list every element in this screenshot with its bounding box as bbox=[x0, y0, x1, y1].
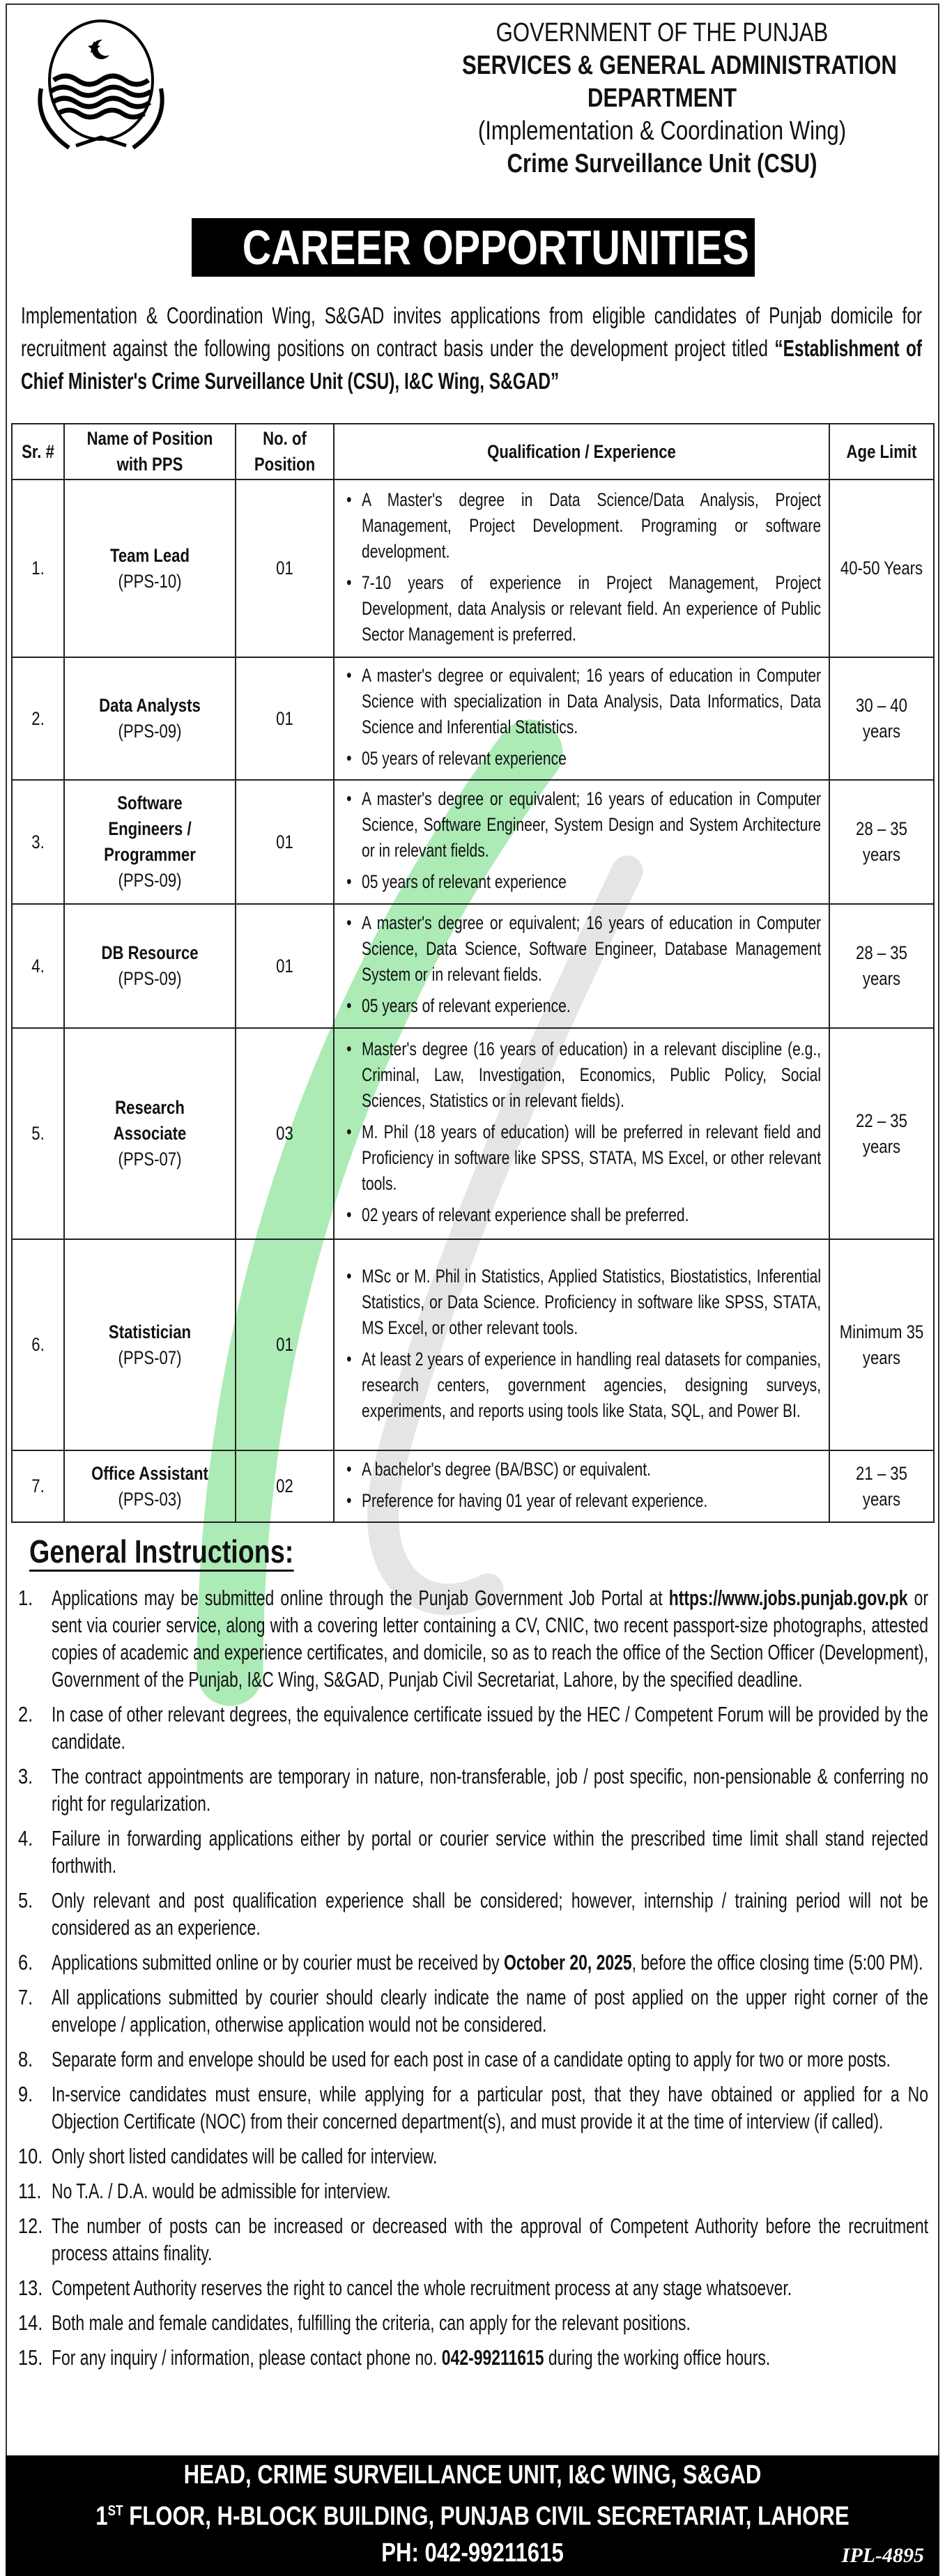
instruction-number: 6. bbox=[18, 1950, 33, 1975]
age-limit-cell: 22 – 35 years bbox=[829, 1028, 934, 1239]
header-department bbox=[418, 82, 906, 115]
qualification-bullet: • 05 years of relevant experience. bbox=[335, 993, 829, 1019]
age-limit-cell: 28 – 35 years bbox=[829, 904, 934, 1028]
instruction-number: 5. bbox=[18, 1888, 33, 1912]
instruction-item bbox=[18, 1825, 928, 1879]
position-pps: (PPS-07) bbox=[118, 1149, 182, 1170]
instruction-text: Only short listed candidates will be called for interview. bbox=[52, 2144, 438, 2168]
header-line-4: (Implementation & Coordination Wing) bbox=[477, 116, 847, 146]
qualification-bullet: • At least 2 years of experience in handling real datasets for companies, research centers, government agencies, designing surveys, experiments, and reports using tools like Stata, SQL, and Power BI. bbox=[335, 1347, 829, 1424]
instruction-item bbox=[18, 2046, 928, 2073]
qualification-bullet: • MSc or M. Phil in Statistics, Applied Statistics, Biostatistics, Inferential Statistics, or Data Science. Proficiency in software like SPSS, STATA, MS Excel, or other relevant tools. bbox=[335, 1264, 829, 1341]
footer-address bbox=[6, 2493, 939, 2535]
qualification-bullet: • A master's degree or equivalent; 16 years of education in Computer Science, Software Engineer, System Design and System Architecture or in relevant fields. bbox=[335, 786, 829, 864]
age-limit-cell: 28 – 35 years bbox=[829, 780, 934, 904]
project-title: “Establishment of Chief Minister's Crime Surveillance Unit (CSU), I&C Wing, S&GAD” bbox=[21, 335, 923, 394]
department-header bbox=[418, 17, 906, 181]
instruction-text: Separate form and envelope should be used for each post in case of a candidate opting to apply for two or more posts. bbox=[52, 2047, 891, 2071]
instruction-number: 7. bbox=[18, 1985, 33, 2009]
punjab-government-logo bbox=[27, 19, 175, 153]
instruction-text-cont: or sent via courier service, along with a covering letter containing a CV, CNIC, two recent passport-size photographs, attested copies of academic and experience certificates, and domicile, so as to reach the office of the Section Officer (Development), Government of the Punjab, I&C Wing, S&GAD, Punjab Civil Secretariat, Lahore, by the specified deadline. bbox=[52, 1586, 929, 1692]
intro-text: Implementation & Coordination Wing, S&GAD invites applications from eligible candidates of Punjab domicile for recruitment against the following positions on contract basis under the development project titled bbox=[21, 302, 922, 361]
instruction-text: Failure in forwarding applications either by portal or courier service within the prescribed time limit shall stand rejected forthwith. bbox=[52, 1826, 928, 1878]
qualification-bullet: • A bachelor's degree (BA/BSC) or equivalent. bbox=[335, 1457, 829, 1482]
instruction-number: 8. bbox=[18, 2047, 33, 2071]
table-row bbox=[12, 780, 934, 904]
instruction-text: Competent Authority reserves the right to cancel the whole recruitment process at any stage whatsoever. bbox=[52, 2276, 792, 2300]
count-cell: 01 bbox=[236, 1239, 334, 1450]
age-limit-cell: 30 – 40 years bbox=[829, 657, 934, 780]
table-row bbox=[12, 1239, 934, 1450]
age-limit-cell: Minimum 35 years bbox=[829, 1239, 934, 1450]
heading-text: General Instructions: bbox=[29, 1533, 293, 1572]
instruction-text-cont: during the working office hours. bbox=[544, 2345, 771, 2370]
instruction-item bbox=[18, 1584, 928, 1693]
qualification-bullet: • 05 years of relevant experience bbox=[335, 746, 829, 772]
position-pps: (PPS-07) bbox=[118, 1347, 182, 1368]
position-cell bbox=[64, 1239, 236, 1450]
instruction-item bbox=[18, 1949, 928, 1976]
floor-suffix: ST bbox=[107, 2503, 123, 2519]
instruction-item bbox=[18, 1887, 928, 1941]
qualification-cell bbox=[334, 480, 829, 657]
qualification-cell bbox=[334, 904, 829, 1028]
position-cell bbox=[64, 1028, 236, 1239]
instruction-text-cont: , before the office closing time (5:00 PM). bbox=[631, 1950, 923, 1975]
position-pps: (PPS-03) bbox=[118, 1488, 182, 1510]
count-cell: 01 bbox=[236, 904, 334, 1028]
count-cell: 02 bbox=[236, 1450, 334, 1522]
table-row bbox=[12, 904, 934, 1028]
footer-line-3: PH: 042-99211615 bbox=[381, 2538, 564, 2568]
header-sr: Sr. # bbox=[12, 424, 64, 480]
instruction-number: 12. bbox=[18, 2214, 43, 2238]
position-cell bbox=[64, 1450, 236, 1522]
position-name: Team Lead bbox=[109, 544, 190, 566]
instruction-text: Applications submitted online or by courier must be received by bbox=[52, 1950, 505, 1975]
serial-cell: 3. bbox=[12, 780, 64, 904]
instruction-item bbox=[18, 2212, 928, 2267]
qualification-bullet: • A Master's degree in Data Science/Data Analysis, Project Management, Project Development. Programing or software development. bbox=[335, 487, 829, 565]
footer-line-1: HEAD, CRIME SURVEILLANCE UNIT, I&C WING, S&GAD bbox=[183, 2460, 762, 2490]
footer-office bbox=[6, 2455, 939, 2493]
instruction-item bbox=[18, 2309, 928, 2336]
instruction-text: All applications submitted by courier should clearly indicate the name of post applied on the upper right corner of the envelope / application, otherwise application would not be considered. bbox=[52, 1985, 928, 2037]
qualification-bullet: • 7-10 years of experience in Project Management, Project Development, data Analysis or relevant field. An experience of Public Sector Management is preferred. bbox=[335, 570, 829, 647]
serial-cell: 5. bbox=[12, 1028, 64, 1239]
instruction-number: 4. bbox=[18, 1826, 33, 1850]
qualification-bullet: • M. Phil (18 years of education) will be preferred in relevant field and Proficiency in software like SPSS, STATA, MS Excel, or other relevant tools. bbox=[335, 1119, 829, 1197]
header-line-5: Crime Surveillance Unit (CSU) bbox=[507, 149, 817, 178]
instruction-number: 15. bbox=[18, 2345, 43, 2370]
position-pps: (PPS-10) bbox=[118, 570, 182, 592]
header-department-name bbox=[418, 49, 906, 82]
qualification-cell bbox=[334, 1028, 829, 1239]
instruction-item bbox=[18, 1984, 928, 2038]
serial-cell: 2. bbox=[12, 657, 64, 780]
instruction-item bbox=[18, 2274, 928, 2301]
address-text: FLOOR, H-BLOCK BUILDING, PUNJAB CIVIL SECRETARIAT, LAHORE bbox=[123, 2501, 850, 2531]
position-name: Research Associate bbox=[113, 1097, 187, 1144]
instruction-item bbox=[18, 2344, 928, 2371]
instruction-number: 13. bbox=[18, 2276, 43, 2300]
qualification-bullet: • A master's degree or equivalent; 16 years of education in Computer Science with specialization in Data Analysis, Data Informatics, Data Science and Inferential Statistics. bbox=[335, 663, 829, 740]
instruction-item bbox=[18, 1763, 928, 1817]
qualification-bullet: • 02 years of relevant experience shall be preferred. bbox=[335, 1202, 829, 1228]
header-line-3: DEPARTMENT bbox=[587, 84, 737, 113]
career-opportunities-banner bbox=[192, 218, 755, 277]
general-instructions-heading bbox=[29, 1533, 945, 1572]
table-header-row bbox=[12, 424, 934, 480]
footer-address-block bbox=[6, 2455, 939, 2576]
instruction-item bbox=[18, 2177, 928, 2205]
instruction-number: 2. bbox=[18, 1702, 33, 1726]
instruction-text: The contract appointments are temporary in nature, non-transferable, job / post specific, non-pensionable & conferring no right for regularization. bbox=[52, 1764, 928, 1816]
instruction-text: No T.A. / D.A. would be admissible for interview. bbox=[52, 2179, 391, 2203]
serial-cell: 4. bbox=[12, 904, 64, 1028]
header-wing bbox=[418, 115, 906, 148]
instruction-text: In-service candidates must ensure, while applying for a particular post, that they have obtained or applied for a No Objection Certificate (NOC) from their concerned department(s), and must provide it at the time of interview (if called). bbox=[52, 2082, 928, 2133]
qualification-cell bbox=[334, 657, 829, 780]
instruction-text: Both male and female candidates, fulfilling the criteria, can apply for the relevant positions. bbox=[52, 2310, 691, 2335]
qualification-bullet: • 05 years of relevant experience bbox=[335, 869, 829, 895]
position-cell bbox=[64, 480, 236, 657]
main-content bbox=[0, 423, 945, 2576]
header-line-1: GOVERNMENT OF THE PUNJAB bbox=[495, 18, 829, 47]
banner-title: CAREER OPPORTUNITIES bbox=[242, 220, 749, 275]
footer-phone bbox=[6, 2535, 939, 2571]
qualification-bullet: • Preference for having 01 year of relevant experience. bbox=[335, 1488, 829, 1514]
instruction-number: 11. bbox=[18, 2179, 42, 2203]
position-cell bbox=[64, 904, 236, 1028]
instruction-highlight[interactable]: https://www.jobs.punjab.gov.pk bbox=[668, 1586, 908, 1610]
header-age-limit: Age Limit bbox=[829, 424, 934, 480]
header-unit bbox=[418, 148, 906, 181]
instruction-text: The number of posts can be increased or decreased with the approval of Competent Authority before the recruitment process attains finality. bbox=[52, 2214, 928, 2265]
qualification-bullet: • A master's degree or equivalent; 16 years of education in Computer Science, Data Science, Software Engineer, Database Management System or in relevant fields. bbox=[335, 910, 829, 988]
serial-cell: 6. bbox=[12, 1239, 64, 1450]
instruction-highlight: October 20, 2025 bbox=[504, 1950, 632, 1975]
header-position-count: No. of Position bbox=[236, 424, 334, 480]
count-cell: 01 bbox=[236, 480, 334, 657]
qualification-cell bbox=[334, 1239, 829, 1450]
floor-number: 1 bbox=[95, 2501, 108, 2531]
position-pps: (PPS-09) bbox=[118, 968, 182, 989]
position-name: Data Analysts bbox=[99, 695, 201, 716]
header-position-name: Name of Position with PPS bbox=[64, 424, 236, 480]
instruction-text: For any inquiry / information, please contact phone no. bbox=[52, 2345, 442, 2370]
ad-reference-number: IPL-4895 bbox=[841, 2544, 924, 2567]
count-cell: 01 bbox=[236, 780, 334, 904]
instruction-number: 10. bbox=[18, 2144, 43, 2168]
age-limit-cell: 21 – 35 years bbox=[829, 1450, 934, 1522]
header-line-2: SERVICES & GENERAL ADMINISTRATION bbox=[462, 51, 897, 80]
table-row bbox=[12, 480, 934, 657]
instruction-number: 3. bbox=[18, 1764, 33, 1788]
position-cell bbox=[64, 780, 236, 904]
position-name: DB Resource bbox=[101, 942, 199, 963]
position-pps: (PPS-09) bbox=[118, 721, 182, 742]
positions-table bbox=[11, 423, 935, 1523]
count-cell: 03 bbox=[236, 1028, 334, 1239]
instructions-list bbox=[18, 1584, 928, 2379]
qualification-cell bbox=[334, 1450, 829, 1522]
instruction-text: Only relevant and post qualification experience shall be considered; however, internship / training period will not be considered as an experience. bbox=[52, 1888, 928, 1940]
position-name: Office Assistant bbox=[91, 1462, 208, 1484]
position-pps: (PPS-09) bbox=[118, 870, 182, 891]
position-cell bbox=[64, 657, 236, 780]
instruction-text: Applications may be submitted online through the Punjab Government Job Portal at bbox=[52, 1586, 669, 1610]
serial-cell: 7. bbox=[12, 1450, 64, 1522]
header-qualification: Qualification / Experience bbox=[334, 424, 829, 480]
qualification-cell bbox=[334, 780, 829, 904]
header-government bbox=[418, 17, 906, 49]
age-limit-cell: 40-50 Years bbox=[829, 480, 934, 657]
position-name: Statistician bbox=[108, 1321, 192, 1342]
instruction-number: 9. bbox=[18, 2082, 33, 2106]
instruction-text: In case of other relevant degrees, the equivalence certificate issued by the HEC / Competent Forum will be provided by the candidate. bbox=[52, 1702, 928, 1754]
table-row bbox=[12, 1028, 934, 1239]
qualification-bullet: • Master's degree (16 years of education) in a relevant discipline (e.g., Criminal, Law, Investigation, Economics, Public Policy, Social Sciences, Statistics or in relevant fields). bbox=[335, 1036, 829, 1114]
instruction-number: 1. bbox=[18, 1586, 33, 1610]
intro-paragraph bbox=[21, 299, 922, 397]
instruction-highlight: 042-99211615 bbox=[441, 2345, 544, 2370]
instruction-item bbox=[18, 1701, 928, 1755]
instruction-item bbox=[18, 2142, 928, 2170]
serial-cell: 1. bbox=[12, 480, 64, 657]
count-cell: 01 bbox=[236, 657, 334, 780]
instruction-number: 14. bbox=[18, 2310, 43, 2335]
table-row bbox=[12, 1450, 934, 1522]
table-row bbox=[12, 657, 934, 780]
instruction-item bbox=[18, 2080, 928, 2135]
position-name: Software Engineers / Programmer bbox=[104, 792, 196, 865]
